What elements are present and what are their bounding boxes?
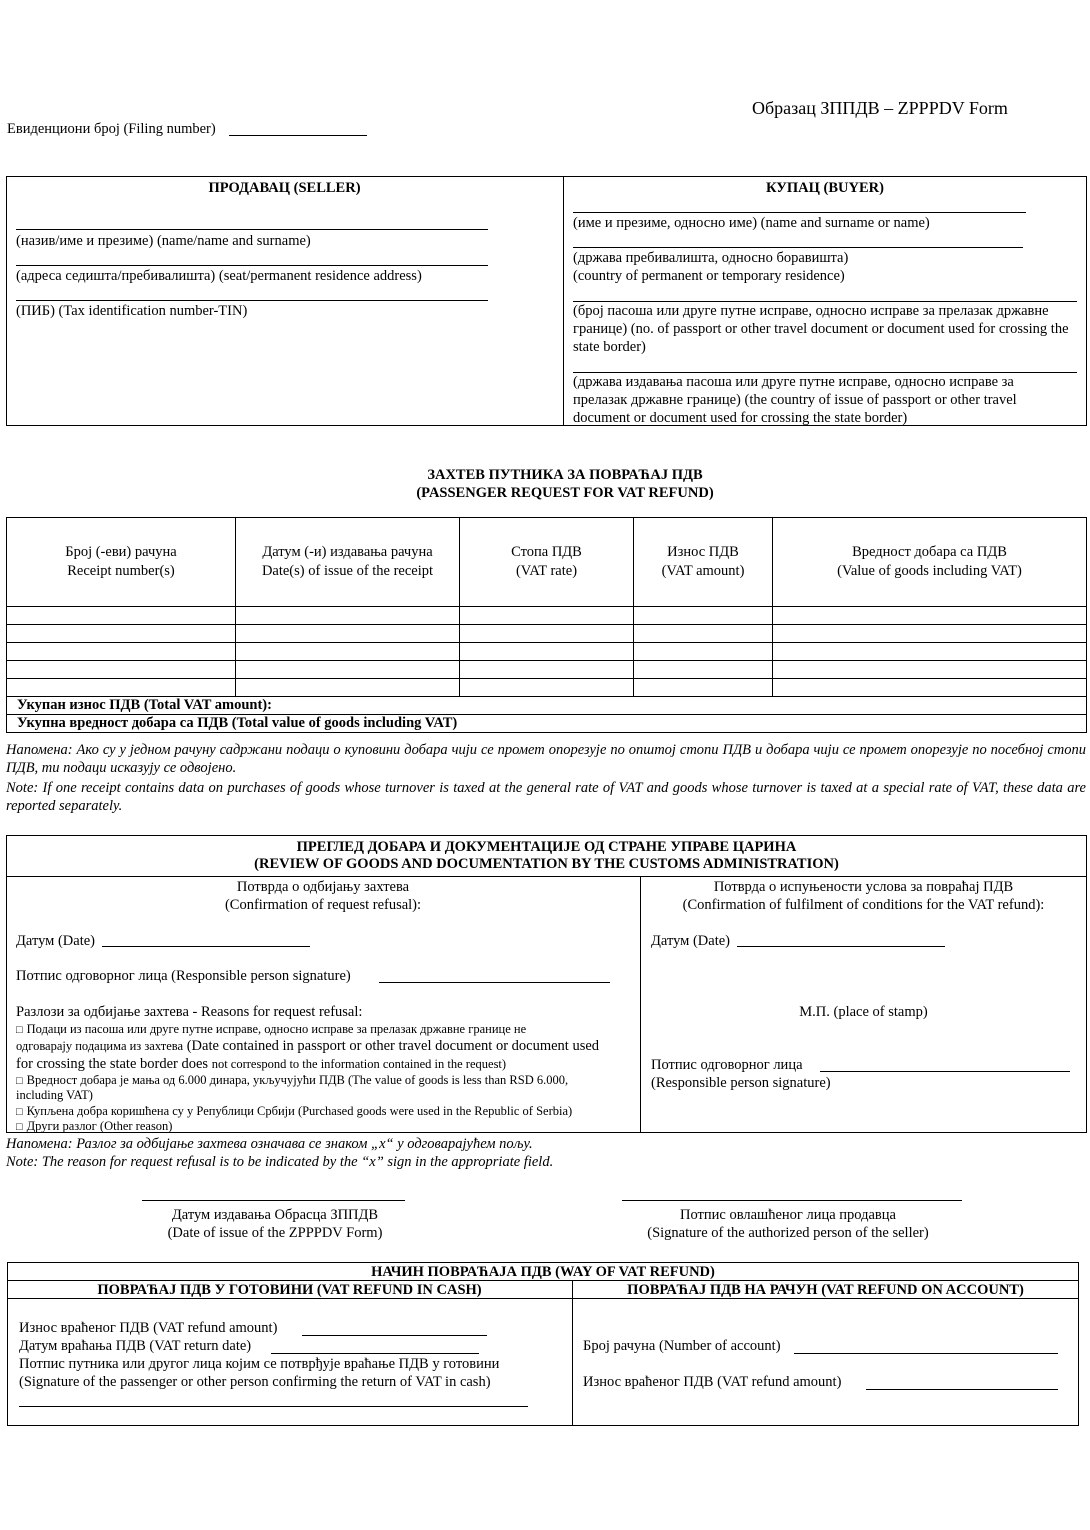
refund-account-title: ПОВРАЋАЈ ПДВ НА РАЧУН (VAT REFUND ON ACCOUNT) xyxy=(627,1282,1024,1298)
buyer-country-field[interactable] xyxy=(573,231,1023,248)
buyer-issue-country-field[interactable] xyxy=(573,356,1077,373)
table-cell[interactable] xyxy=(236,607,460,625)
table-cell[interactable] xyxy=(236,625,460,643)
reason-1-cont-2: for crossing the state border does not correspond to the information contained in the request) xyxy=(16,1056,507,1072)
refund-cash-title: ПОВРАЋАЈ ПДВ У ГОТОВИНИ (VAT REFUND IN CASH) xyxy=(97,1282,482,1298)
table-cell[interactable] xyxy=(773,625,1087,643)
table-cell[interactable] xyxy=(7,679,236,697)
table-cell[interactable] xyxy=(634,625,773,643)
buyer-country-label-1: (држава пребивалишта, односно боравишта) xyxy=(573,250,849,266)
table-cell[interactable] xyxy=(773,643,1087,661)
cash-sig-en: (Signature of the passenger or other person confirming the return of VAT in cash) xyxy=(19,1374,491,1390)
table-cell[interactable] xyxy=(236,661,460,679)
table-cell[interactable] xyxy=(773,661,1087,679)
cash-signature-field[interactable] xyxy=(19,1390,528,1407)
reason-2-cont: including VAT) xyxy=(16,1088,93,1102)
checkbox-icon[interactable]: □ xyxy=(16,1121,23,1133)
buyer-passport-field[interactable] xyxy=(573,285,1077,302)
refund-divider xyxy=(572,1280,573,1426)
seller-tin-field[interactable] xyxy=(16,283,488,301)
refusal-title-1: Потврда о одбијању захтева xyxy=(236,879,410,895)
buyer-issue-country-label: (држава издавања пасоша или друге путне исправе, односно исправе за прелазак државне границе) (the country of issue of passport or other travel document or document used for crossing the state border) xyxy=(573,374,1017,426)
table-cell[interactable] xyxy=(7,607,236,625)
total-value-row xyxy=(7,715,1087,733)
seller-name-field[interactable] xyxy=(16,212,488,230)
filing-number-label: Евиденциони број (Filing number) xyxy=(7,121,216,137)
checkbox-icon[interactable]: □ xyxy=(16,1024,23,1036)
stamp-label: М.П. (place of stamp) xyxy=(799,1004,928,1020)
fulfil-sig-label-1: Потпис одговорног лица xyxy=(651,1057,803,1073)
refusal-title-2: (Confirmation of request refusal): xyxy=(224,897,422,913)
issue-date-sr: Датум издавања Обрасца ЗППДВ xyxy=(171,1207,379,1223)
table-cell[interactable] xyxy=(460,679,634,697)
col-goods-value: Вредност добара са ПДВ (Value of goods including VAT) xyxy=(773,518,1087,607)
table-cell[interactable] xyxy=(460,643,634,661)
table-cell[interactable] xyxy=(460,661,634,679)
reason-1-cont: одговарају подацима из захтева (Date contained in passport or other travel document or document used xyxy=(16,1038,600,1054)
table-row xyxy=(7,661,1087,679)
table-cell[interactable] xyxy=(634,661,773,679)
vat-table xyxy=(6,517,1087,733)
table-cell[interactable] xyxy=(7,625,236,643)
checkbox-icon[interactable]: □ xyxy=(16,1106,23,1118)
col-receipt-date: Датум (-и) издавања рачуна Date(s) of issue of the receipt xyxy=(236,518,460,607)
table-cell[interactable] xyxy=(773,679,1087,697)
table-row xyxy=(7,607,1087,625)
table-cell[interactable] xyxy=(634,679,773,697)
col-vat-rate: Стопа ПДВ (VAT rate) xyxy=(460,518,634,607)
table-cell[interactable] xyxy=(460,625,634,643)
vat-table-header xyxy=(7,518,1087,607)
reason-1: □ Подаци из пасоша или друге путне исправе, односно исправе за прелазак државне границе не xyxy=(16,1022,527,1036)
account-amount-label: Износ враћеног ПДВ (VAT refund amount) xyxy=(583,1374,842,1390)
request-note-sr: Напомена: Ако су у једном рачуну садржани подаци о куповини добара чији се промет опорезује по општој стопи ПДВ и добара чији се промет опорезује по посебној стопи ПДВ, ти подаци исказују се одвојено. xyxy=(6,742,1086,776)
table-row xyxy=(7,679,1087,697)
refund-title: НАЧИН ПОВРАЋАЈА ПДВ (WAY OF VAT REFUND) xyxy=(371,1264,715,1280)
buyer-country-label-2: (country of permanent or temporary residence) xyxy=(573,268,845,284)
seller-address-label: (адреса седишта/пребивалишта) (seat/permanent residence address) xyxy=(16,268,422,284)
table-cell[interactable] xyxy=(634,607,773,625)
col-receipt-number: Број (-еви) рачуна Receipt number(s) xyxy=(7,518,236,607)
table-cell[interactable] xyxy=(460,607,634,625)
cash-amount-label: Износ враћеног ПДВ (VAT refund amount) xyxy=(19,1320,278,1336)
seller-buyer-divider xyxy=(563,176,564,426)
fulfil-sig-label-2: (Responsible person signature) xyxy=(651,1075,831,1091)
reasons-title: Разлози за одбијање захтева - Reasons for request refusal: xyxy=(16,1004,363,1020)
table-cell[interactable] xyxy=(773,607,1087,625)
table-cell[interactable] xyxy=(7,643,236,661)
customs-title-divider xyxy=(6,876,1087,877)
seller-name-label: (назив/име и презиме) (name/name and surname) xyxy=(16,233,311,249)
total-value-label: Укупна вредност добара са ПДВ (Total value of goods including VAT) xyxy=(7,715,1087,733)
refusal-signature-label: Потпис одговорног лица (Responsible person signature) xyxy=(16,968,351,984)
reason-4: □ Други разлог (Other reason) xyxy=(16,1119,173,1133)
buyer-name-label: (име и презиме, односно име) (name and surname or name) xyxy=(573,215,930,231)
buyer-heading: КУПАЦ (BUYER) xyxy=(766,180,884,196)
account-amount-field[interactable] xyxy=(866,1373,1058,1390)
issue-date-field[interactable] xyxy=(142,1200,405,1201)
fulfil-signature-field[interactable] xyxy=(820,1055,1070,1072)
customs-title-1: ПРЕГЛЕД ДОБАРА И ДОКУМЕНТАЦИЈЕ ОД СТРАНЕ УПРАВЕ ЦАРИНА xyxy=(296,839,797,855)
table-cell[interactable] xyxy=(236,679,460,697)
table-cell[interactable] xyxy=(7,661,236,679)
refusal-signature-field[interactable] xyxy=(379,966,610,983)
cash-amount-field[interactable] xyxy=(302,1319,487,1336)
fulfil-title-2: (Confirmation of fulfilment of conditions for the VAT refund): xyxy=(682,897,1045,913)
request-note-en: Note: If one receipt contains data on purchases of goods whose turnover is taxed at the general rate of VAT and goods whose turnover is taxed at a special rate of VAT, these data are reported separately. xyxy=(6,780,1086,814)
buyer-passport-label: (број пасоша или друге путне исправе, односно исправе за прелазак државне границе) (no. of passport or other travel document or document used for crossing the state border) xyxy=(573,303,1069,355)
customs-note-en: Note: The reason for request refusal is to be indicated by the “x” sign in the appropriate field. xyxy=(6,1154,554,1170)
issue-date-en: (Date of issue of the ZPPPDV Form) xyxy=(167,1225,383,1241)
refusal-date-field[interactable] xyxy=(102,930,310,947)
buyer-name-field[interactable] xyxy=(573,196,1026,213)
cash-date-label: Датум враћања ПДВ (VAT return date) xyxy=(19,1338,252,1354)
form-title: Образац ЗППДВ – ZPPPDV Form xyxy=(752,98,1008,118)
fulfil-date-label: Датум (Date) xyxy=(651,933,730,949)
table-cell[interactable] xyxy=(236,643,460,661)
seller-heading: ПРОДАВАЦ (SELLER) xyxy=(208,180,361,196)
reason-3: □ Купљена добра коришћена су у Републици Србији (Purchased goods were used in the Republic of Serbia) xyxy=(16,1104,573,1118)
fulfil-title-1: Потврда о испуњености услова за повраћај ПДВ xyxy=(713,879,1014,895)
filing-number-field[interactable] xyxy=(229,119,367,136)
checkbox-icon[interactable]: □ xyxy=(16,1075,23,1087)
account-number-field[interactable] xyxy=(794,1337,1058,1354)
seller-signature-field[interactable] xyxy=(622,1200,962,1201)
customs-title-2: (REVIEW OF GOODS AND DOCUMENTATION BY THE CUSTOMS ADMINISTRATION) xyxy=(254,856,839,872)
seller-address-field[interactable] xyxy=(16,248,488,266)
cash-date-field[interactable] xyxy=(271,1337,479,1354)
customs-note-sr: Напомена: Разлог за одбијање захтева означава се знаком „х“ у одговарајућем пољу. xyxy=(6,1136,533,1152)
seller-sig-sr: Потпис овлашћеног лица продавца xyxy=(680,1207,896,1223)
request-title-2: (PASSENGER REQUEST FOR VAT REFUND) xyxy=(416,485,714,501)
reason-2: □ Вредност добара је мања од 6.000 динара, укључујући ПДВ (The value of goods is less than RSD 6.000, xyxy=(16,1073,569,1087)
table-row xyxy=(7,625,1087,643)
seller-sig-en: (Signature of the authorized person of the seller) xyxy=(647,1225,929,1241)
cash-sig-sr: Потпис путника или другог лица којим се потврђује враћање ПДВ у готовини xyxy=(19,1356,500,1372)
request-title-1: ЗАХТЕВ ПУТНИКА ЗА ПОВРАЋАЈ ПДВ xyxy=(427,467,703,483)
col-vat-amount: Износ ПДВ (VAT amount) xyxy=(634,518,773,607)
seller-tin-label: (ПИБ) (Tax identification number-TIN) xyxy=(16,303,248,319)
table-row xyxy=(7,643,1087,661)
refusal-date-label: Датум (Date) xyxy=(16,933,95,949)
total-vat-row xyxy=(7,697,1087,715)
fulfil-date-field[interactable] xyxy=(737,930,945,947)
total-vat-label: Укупан износ ПДВ (Total VAT amount): xyxy=(7,697,1087,715)
table-cell[interactable] xyxy=(634,643,773,661)
account-number-label: Број рачуна (Number of account) xyxy=(583,1338,781,1354)
